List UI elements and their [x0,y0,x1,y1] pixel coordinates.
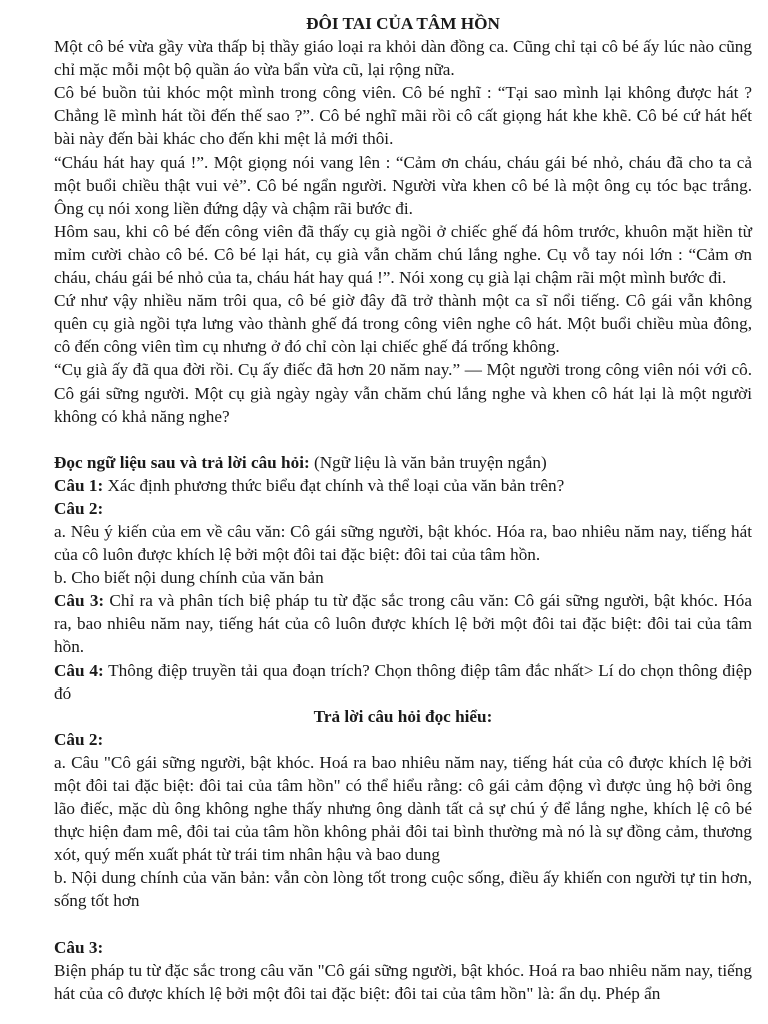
question-1-text: Xác định phương thức biểu đạt chính và thể loại của văn bản trên? [103,475,565,495]
question-3-text: Chỉ ra và phân tích biệ pháp tu từ đặc sắc trong câu văn: Cô gái sững người, bật khóc. Hóa ra, bao nhiêu năm nay, tiếng hát của cô luôn được khích lệ bởi một đôi tai đặc biệt: đôi tai của tâm hồn. [54,591,752,657]
question-4-text: Thông điệp truyền tải qua đoạn trích? Chọn thông điệp tâm đắc nhất> Lí do chọn thông điệp đó [54,660,752,703]
question-1-label: Câu 1: [54,475,104,495]
section-spacer-2 [54,913,752,936]
question-2b: b. Cho biết nội dung chính của văn bản [54,568,324,588]
question-2a: a. Nêu ý kiến của em về câu văn: Cô gái sững người, bật khóc. Hóa ra, bao nhiêu năm nay, tiếng hát của cô luôn được khích lệ bởi một đôi tai đặc biệt: đôi tai của tâm hồn. [54,521,752,565]
document-page [54,12,752,1005]
answer-3-label: Câu 3: [54,937,104,957]
section-spacer [54,428,752,451]
instruction-line [54,451,752,474]
question-3-label: Câu 3: [54,591,105,611]
story-paragraph-4: Hôm sau, khi cô bé đến công viên đã thấy cụ già ngồi ở chiếc ghế đá hôm trước, khuôn mặt hiền từ mỉm cười chào cô bé. Cô bé lại hát, cụ già vẫn chăm chú lắng nghe. Cụ vỗ tay nói lớn : “Cảm ơn cháu, cháu gái bé nhỏ của ta, cháu hát hay quá !”. Nói xong cụ già lại chậm rãi một mình bước đi. [54,221,752,288]
answer-2b: b. Nội dung chính của văn bản: vẫn còn lòng tốt trong cuộc sống, điều ấy khiến con người tự tin hơn, sống tốt hơn [54,868,752,911]
instruction-bold: Đọc ngữ liệu sau và trả lời câu hỏi: [54,452,310,472]
question-2-label: Câu 2: [54,498,104,518]
question-4-label: Câu 4: [54,660,104,680]
question-4 [54,659,752,705]
answer-2-label: Câu 2: [54,729,104,749]
story-paragraph-6: “Cụ già ấy đã qua đời rồi. Cụ ấy điếc đã hơn 20 năm nay.” — Một người trong công viên nói với cô. Cô gái sững người. Một cụ già ngày ngày vẫn chăm chú lắng nghe và khen cô hát lại là một người không có khả năng nghe? [54,360,752,426]
question-1 [54,474,752,497]
document-title: ĐÔI TAI CỦA TÂM HỒN [306,14,500,33]
story-paragraph-3: “Cháu hát hay quá !”. Một giọng nói vang lên : “Cảm ơn cháu, cháu gái bé nhỏ, cháu đã cho ta cả một buổi chiều thật vui vẻ”. Cô bé ngẩn người. Người vừa khen cô bé là một ông cụ tóc bạc trắng. Ông cụ nói xong liền đứng dậy và chậm rãi bước đi. [54,152,752,218]
instruction-note: (Ngữ liệu là văn bản truyện ngắn) [309,452,547,472]
answer-2a: a. Câu "Cô gái sững người, bật khóc. Hoá ra bao nhiêu năm nay, tiếng hát của cô được khích lệ bởi một đôi tai đặc biệt: đôi tai của tâm hồn" có thể hiểu rằng: cô gái cảm động vì được ủng hộ bởi ông lão điếc, mặc dù ông không nghe thấy nhưng ông dành tất cả sự chú ý để lắng nghe, khích lệ cô bé thực hiện đam mê, đôi tai của tâm hồn không phải đôi tai bình thường mà nó là sự đồng cảm, thương xót, quý mến xuất phát từ trái tim nhân hậu và bao dung [54,752,752,865]
story-paragraph-5: Cứ như vậy nhiều năm trôi qua, cô bé giờ đây đã trở thành một ca sĩ nổi tiếng. Cô gái vẫn không quên cụ già ngồi tựa lưng vào thành ghế đá trong công viên nghe cô hát. Một buổi chiều mùa đông, cô đến công viên tìm cụ nhưng ở đó chỉ còn lại chiếc ghế đá trống không. [54,291,752,357]
question-3 [54,589,752,658]
story-paragraph-2: Cô bé buồn tủi khóc một mình trong công viên. Cô bé nghĩ : “Tại sao mình lại không được hát ? Chẳng lẽ mình hát tồi đến thế sao ?”. Cô bé nghĩ mãi rồi cô cất giọng hát khe khẽ. Cô bé cứ hát hết bài này đến bài khác cho đến khi mệt lả mới thôi. [54,83,752,149]
answers-heading: Trả lời câu hỏi đọc hiểu: [313,706,493,726]
story-paragraph-1: Một cô bé vừa gầy vừa thấp bị thầy giáo loại ra khỏi dàn đồng ca. Cũng chỉ tại cô bé ấy lúc nào cũng chỉ mặc mỗi một bộ quần áo vừa bẩn vừa cũ, lại rộng nữa. [54,37,752,80]
answer-3-text: Biện pháp tu từ đặc sắc trong câu văn "Cô gái sững người, bật khóc. Hoá ra bao nhiêu năm nay, tiếng hát của cô được khích lệ bởi một đôi tai đặc biệt: đôi tai của tâm hồn" là: ẩn dụ. Phép ẩn [54,960,752,1003]
